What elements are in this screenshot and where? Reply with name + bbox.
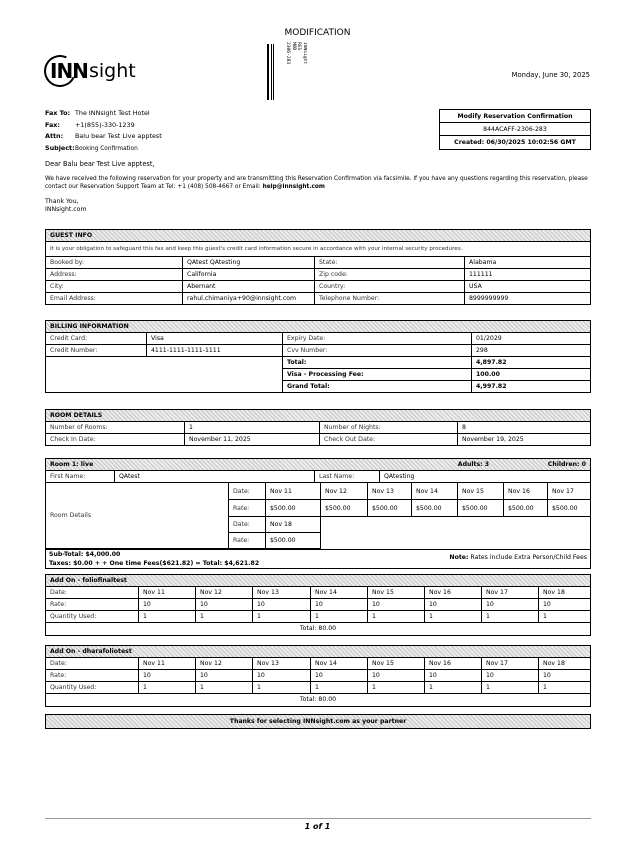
first-name-value: QAtest [115, 471, 315, 483]
qty-cell: 1 [425, 682, 482, 694]
rate-cell: 10 [539, 670, 591, 682]
rate-cell: 10 [139, 670, 196, 682]
fax-to-value: The INNsight Test Hotel [75, 109, 150, 117]
note-text: Rates include Extra Person/Child Fees [470, 554, 587, 561]
room-details-label: Room Details [46, 483, 229, 549]
qty-cell: 1 [539, 682, 591, 694]
rate-cell: $500.00 [458, 500, 504, 517]
fax-to-label: Fax To: [45, 109, 71, 117]
checkout-label: Check Out Date: [320, 434, 458, 446]
date-cell: Nov 17 [482, 658, 539, 670]
addon-section-2 [45, 645, 591, 707]
room-rates-table [45, 482, 591, 549]
nights-label: Number of Nights: [320, 422, 458, 434]
nights-value: 8 [458, 422, 591, 434]
table-row [46, 483, 591, 500]
expiry-label: Expiry Date: [283, 333, 472, 345]
innsight-logo [44, 54, 136, 88]
addon-total: Total: 80.00 [299, 696, 337, 703]
qty-cell: 1 [311, 682, 368, 694]
rate-cell: 10 [539, 599, 591, 611]
qty-cell: 1 [311, 611, 368, 623]
confirmation-number: 844ACAFF-2306-283 [440, 123, 590, 136]
zip-value: 111111 [465, 269, 591, 281]
addon-title: Add On - foliofinaltest [46, 575, 590, 587]
qty-cell: 1 [253, 682, 311, 694]
letter-signoff: INNsight.com [45, 206, 87, 213]
fax-label: Fax: [45, 120, 60, 129]
email-label: Email Address: [46, 293, 183, 305]
addon-section-1 [45, 574, 591, 636]
qty-cell: 1 [368, 611, 425, 623]
rate-cell: 10 [139, 599, 196, 611]
checkout-value: November 19, 2025 [458, 434, 591, 446]
document-date: Monday, June 30, 2025 [511, 71, 590, 79]
rate-cell: 10 [425, 670, 482, 682]
date-cell: Nov 12 [196, 587, 253, 599]
addon-rate-label: Rate: [46, 599, 139, 611]
attn-value: Balu bear Test Live apptest [75, 132, 162, 140]
support-email-link[interactable]: help@innsight.com [262, 184, 325, 190]
date-cell: Nov 15 [368, 658, 425, 670]
table-row [46, 434, 591, 446]
grand-total-label: Grand Total: [283, 381, 472, 393]
attn-label: Attn: [45, 132, 64, 140]
total-label: Total: [283, 357, 472, 369]
date-cell: Nov 11 [139, 587, 196, 599]
rate-cell: $500.00 [504, 500, 548, 517]
qty-cell: 1 [482, 682, 539, 694]
rate-cell: $500.00 [548, 500, 591, 517]
rate-cell: 10 [311, 670, 368, 682]
date-cell: Nov 14 [311, 658, 368, 670]
qty-cell: 1 [196, 611, 253, 623]
table-row [46, 422, 591, 434]
table-row [46, 333, 591, 345]
barcode-text-3: MOD [290, 42, 296, 51]
qty-cell: 1 [196, 682, 253, 694]
booked-by-label: Booked by: [46, 257, 183, 269]
booked-by-value: QAtest QAtesting [183, 257, 315, 269]
room1-section [45, 458, 591, 569]
table-row [46, 471, 591, 483]
date-cell: Nov 11 [266, 483, 321, 500]
zip-label: Zip code: [315, 269, 465, 281]
processing-fee-label: Visa - Processing Fee: [283, 369, 472, 381]
table-row [46, 257, 591, 269]
table-row [46, 658, 591, 670]
date-cell: Nov 17 [548, 483, 591, 500]
qty-cell: 1 [482, 611, 539, 623]
page-number: 1 of 1 [304, 822, 331, 831]
addon-total: Total: 80.00 [299, 625, 337, 632]
city-label: City: [46, 281, 183, 293]
note-label: Note: [449, 554, 469, 561]
qty-cell: 1 [425, 611, 482, 623]
processing-fee-value: 100.00 [472, 369, 591, 381]
addon-rate-label: Rate: [46, 670, 139, 682]
rate-cell: $500.00 [266, 500, 321, 517]
date-cell: Nov 14 [311, 587, 368, 599]
qty-cell: 1 [139, 682, 196, 694]
addon-date-label: Date: [46, 587, 139, 599]
guest-info-table [45, 256, 591, 305]
room1-summary [46, 549, 590, 568]
country-label: Country: [315, 281, 465, 293]
date-cell: Nov 18 [539, 587, 591, 599]
addon-table [45, 586, 591, 623]
address-label: Address: [46, 269, 183, 281]
addon-title: Add On - dharafoliotest [46, 646, 590, 658]
rate-cell: $500.00 [266, 533, 321, 549]
table-row [46, 345, 591, 357]
addon-table [45, 657, 591, 694]
cvv-label: Cvv Number: [283, 345, 472, 357]
table-row [46, 611, 591, 623]
confirmation-title: Modify Reservation Confirmation [440, 110, 590, 123]
qty-cell: 1 [253, 611, 311, 623]
billing-title: BILLING INFORMATION [46, 321, 590, 333]
date-cell: Nov 11 [139, 658, 196, 670]
state-label: State: [315, 257, 465, 269]
credit-card-label: Credit Card: [46, 333, 147, 345]
fax-value: +1(855)-330-1239 [75, 120, 135, 129]
date-cell: Nov 18 [266, 517, 321, 533]
letter-greeting: Dear Balu bear Test Live apptest, [45, 160, 155, 168]
rate-cell: 10 [196, 670, 253, 682]
rate-cell: 10 [311, 599, 368, 611]
addon-date-label: Date: [46, 658, 139, 670]
date-cell: Nov 13 [253, 587, 311, 599]
rate-cell: 10 [253, 599, 311, 611]
billing-table [45, 332, 591, 393]
fax-header [45, 108, 162, 155]
qty-cell: 1 [539, 611, 591, 623]
date-cell: Nov 18 [539, 658, 591, 670]
date-cell: Nov 14 [412, 483, 458, 500]
total-value: 4,897.82 [472, 357, 591, 369]
barcode-text-2: RES [296, 42, 302, 51]
taxes: Taxes: $0.00 + + One time Fees($621.82) = Total: $4,621.82 [49, 560, 260, 567]
country-value: USA [465, 281, 591, 293]
date-cell: Nov 13 [253, 658, 311, 670]
addon-qty-label: Quantity Used: [46, 682, 139, 694]
rooms-value: 1 [185, 422, 320, 434]
date-cell: Nov 16 [425, 658, 482, 670]
barcode-text-1: INNsight [302, 42, 307, 65]
guest-info-section [45, 229, 591, 305]
room1-title: Room 1: live [50, 461, 94, 468]
cvv-value: 298 [472, 345, 591, 357]
rates-note [449, 554, 587, 561]
barcode-text-4: 2306-283 [285, 42, 291, 65]
date-cell: Nov 12 [196, 658, 253, 670]
date-cell: Nov 15 [368, 587, 425, 599]
credit-number-label: Credit Number: [46, 345, 147, 357]
subject-label: Subject: [45, 143, 75, 152]
confirmation-box [439, 109, 591, 150]
room-details-section [45, 409, 591, 446]
table-row [46, 587, 591, 599]
table-row [46, 281, 591, 293]
state-value: Alabama [465, 257, 591, 269]
rate-cell: 10 [425, 599, 482, 611]
room-details-title: ROOM DETAILS [46, 410, 590, 422]
date-label: Date: [229, 483, 266, 500]
rate-label: Rate: [229, 533, 266, 549]
table-row [46, 357, 591, 369]
guest-info-title: GUEST INFO [46, 230, 590, 242]
rate-label: Rate: [229, 500, 266, 517]
rate-cell: 10 [482, 599, 539, 611]
rate-cell: $500.00 [368, 500, 412, 517]
table-row [46, 599, 591, 611]
guest-info-notice: It is your obligation to safeguard this fax and keep this guest's credit card information secure in accordance with your internal security procedures. [50, 246, 463, 252]
credit-number-value: 4111-1111-1111-1111 [147, 345, 283, 357]
rate-cell: 10 [482, 670, 539, 682]
rate-cell: 10 [196, 599, 253, 611]
date-cell: Nov 15 [458, 483, 504, 500]
confirmation-created: Created: 06/30/2025 10:02:56 GMT [454, 139, 576, 146]
logo-suffix: sight [89, 60, 136, 82]
subtotal: Sub-Total: $4,000.00 [49, 551, 121, 558]
credit-card-value: Visa [147, 333, 283, 345]
qty-cell: 1 [368, 682, 425, 694]
date-cell: Nov 16 [425, 587, 482, 599]
last-name-label: Last Name: [315, 471, 380, 483]
room1-title-bar [46, 459, 590, 471]
letter-body-text: We have received the following reservation for your property and are transmitting this Reservation Confirmation via facsimile. If you have any questions regarding this reservation, please contact our Reservation Support Team at Tel: +1 (408) 508-4667 or Email: [45, 176, 588, 190]
logo-prefix: INN [50, 59, 88, 83]
rate-cell: 10 [368, 670, 425, 682]
barcode [263, 42, 313, 104]
telephone-label: Telephone Number: [315, 293, 465, 305]
last-name-value: QAtesting [380, 471, 591, 483]
first-name-label: First Name: [46, 471, 115, 483]
billing-section [45, 320, 591, 393]
email-value: rahul.chimaniya+90@innsight.com [183, 293, 315, 305]
rate-cell: $500.00 [321, 500, 368, 517]
rooms-label: Number of Rooms: [46, 422, 185, 434]
letter-thanks: Thank You, [45, 198, 79, 205]
addon-qty-label: Quantity Used: [46, 611, 139, 623]
checkin-label: Check In Date: [46, 434, 185, 446]
rate-cell: 10 [368, 599, 425, 611]
document-title: MODIFICATION [284, 28, 351, 38]
table-row [46, 682, 591, 694]
footer-divider [45, 818, 591, 819]
address-value: California [183, 269, 315, 281]
qty-cell: 1 [139, 611, 196, 623]
grand-total-value: 4,997.82 [472, 381, 591, 393]
checkin-value: November 11, 2025 [185, 434, 320, 446]
date-label: Date: [229, 517, 266, 533]
city-value: Abernant [183, 281, 315, 293]
rate-cell: 10 [253, 670, 311, 682]
subject-value: Booking Confirmation [75, 145, 138, 152]
children-count: Children: 0 [547, 461, 586, 468]
table-row [46, 293, 591, 305]
room-details-table [45, 421, 591, 446]
date-cell: Nov 13 [368, 483, 412, 500]
date-cell: Nov 12 [321, 483, 368, 500]
adults-count: Adults: 3 [457, 461, 490, 468]
date-cell: Nov 17 [482, 587, 539, 599]
date-cell: Nov 16 [504, 483, 548, 500]
telephone-value: 8999999999 [465, 293, 591, 305]
table-row [46, 269, 591, 281]
expiry-value: 01/2029 [472, 333, 591, 345]
thanks-banner: Thanks for selecting INNsight.com as your partner [45, 714, 591, 729]
rate-cell: $500.00 [412, 500, 458, 517]
letter-body [45, 175, 593, 191]
table-row [46, 670, 591, 682]
